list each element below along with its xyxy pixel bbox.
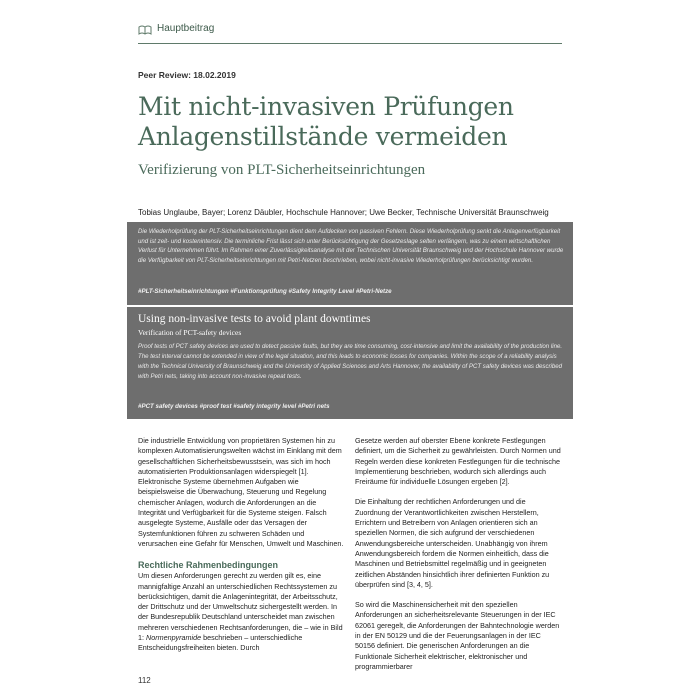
page-number: 112: [138, 676, 151, 685]
body-paragraph: Die Einhaltung der rechtlichen Anforderungen und die Zuordnung der Verantwortlichkeiten zwischen Herstellern, Errichtern und Betreibern von Anlagen orientieren sich an speziellen Normen, die sich aufgrund der verschiedenen Anwendungsbereiche unterscheiden. Unabhängig von ihrem Anwendungsbereich fordern die Normen einheitlich, dass die Maschinen und Betriebsmittel regelmäßig und in geeigneten zeitlichen Abständen hinsichtlich ihrer definierten Funktion zu überprüfen sind [3, 4, 5].: [355, 497, 550, 589]
body-column-right: [355, 436, 562, 672]
section-header: [138, 22, 562, 44]
figure-reference: Normenpyramide: [146, 633, 202, 643]
body-text: Um diesen Anforderungen gerecht zu werden gilt es, eine mannigfaltige Anzahl an unterschiedlichen Rechtssystemen zu berücksichtigen, damit die Anlagenintegrität, der Arbeitsschutz, der Drittschutz und der Umweltschutz sichergestellt werden. In der Bundesrepublik Deutschland unterscheidet man zwischen mehreren verschiedenen Rechtsanforderungen, die – wie in Bild 1:: [138, 571, 343, 643]
english-subtitle: Verification of PCT-safety devices: [138, 328, 242, 337]
title-line-2: Anlagenstillstände vermeiden: [138, 122, 508, 151]
title-line-1: Mit nicht-invasiven Prüfungen: [138, 92, 514, 121]
peer-review-date: Peer Review: 18.02.2019: [138, 70, 236, 80]
section-heading: Rechtliche Rahmenbedingungen: [138, 560, 279, 571]
body-paragraph: Gesetze werden auf oberster Ebene konkrete Festlegungen definiert, um die Sicherheit zu gewährleisten. Durch Normen und Regeln werden diese konkreten Festlegungen für die technische Implementierung beschrieben, wodurch sich allerdings auch Freiräume für individuelle Lösungen ergeben [2].: [355, 436, 561, 487]
body-column-left: [138, 436, 345, 654]
abstract-german: Die Wiederholprüfung der PLT-Sicherheitseinrichtungen dient dem Aufdecken von passiven Fehlern. Diese Wiederholprüfung senkt die Anlagenverfügbarkeit und ist zeit- und kostenintensiv. Die terminliche Frist lässt sich unter Berücksichtigung der Gesetzeslage selten verlängern, was zu einem wirtschaftlichen Verlust für Unternehmen führt. Im Rahmen einer Zuverlässigkeitsanalyse mit der Technischen Universität Braunschweig und der Hochschule Hannover wurde die Verfügbarkeit von PLT-Sicherheitseinrichtungen mit Petri-Netzen beschrieben, wobei nicht-invasive Wiederholprüfungen berücksichtigt wurden.: [138, 228, 564, 264]
hashtags-german: #PLT-Sicherheitseinrichtungen #Funktionsprüfung #Safety Integrity Level #Petri-Netze: [138, 288, 392, 295]
body-paragraph: So wird die Maschinensicherheit mit den speziellen Anforderungen an sicherheitsrelevante Steuerungen in der IEC 62061 geregelt, die Anforderungen der Bahntechnologie werden in der EN 50129 und die der Feuerungsanlagen in der IEC 50156 definiert. Die generischen Anforderungen an die Funktionale Sicherheit elektrischer, elektronischer und programmierbarer: [355, 600, 560, 671]
abstract-box: [127, 222, 573, 419]
body-paragraph: Die industrielle Entwicklung von proprietären Systemen hin zu komplexen Automatisierungswelten wächst im Einklang mit dem gesellschaftlichen Sicherheitsbewusstsein, was sich im hoch automatisierten Produktionsanlagen widerspiegelt [1]. Elektronische Systeme übernehmen Aufgaben wie beispielsweise die Überwachung, Steuerung und Regelung chemischer Anlagen, wodurch die Anforderungen an die Integrität und Verfügbarkeit für die Systeme steigen. Falsch ausgelegte Systeme, Ausfälle oder das Versagen der Systemfunktionen führen zu schweren Schäden und verursachen eine Gefahr für Menschen, Umwelt und Maschinen.: [138, 436, 344, 548]
abstract-divider: [127, 305, 573, 307]
body-text: beschrieben – unterschiedliche Entscheidungsfreiheiten bieten. Durch: [138, 633, 303, 653]
hashtags-english: #PCT safety devices #proof test #safety integrity level #Petri nets: [138, 403, 330, 410]
english-title: Using non-invasive tests to avoid plant downtimes: [138, 313, 371, 325]
article-title: [138, 92, 568, 152]
section-label: Hauptbeitrag: [157, 23, 215, 34]
body-paragraph: [138, 571, 345, 653]
book-icon: [138, 25, 152, 35]
article-subtitle: Verifizierung von PLT-Sicherheitseinrichtungen: [138, 162, 426, 178]
author-list: Tobias Unglaube, Bayer; Lorenz Däubler, Hochschule Hannover; Uwe Becker, Technische Universität Braunschweig: [138, 208, 549, 217]
abstract-english: Proof tests of PCT safety devices are used to detect passive faults, but they are time consuming, cost-intensive and limit the availability of the production line. The test interval cannot be extended in view of the legal situation, and this leads to economic losses for companies. Within the scope of a reliability analysis with the Technical University of Braunschweig and the University of Applied Sciences and Arts Hannover, the availability of PCT safety devices was described with Petri nets, taking into account non-invasive repeat tests.: [138, 343, 563, 380]
